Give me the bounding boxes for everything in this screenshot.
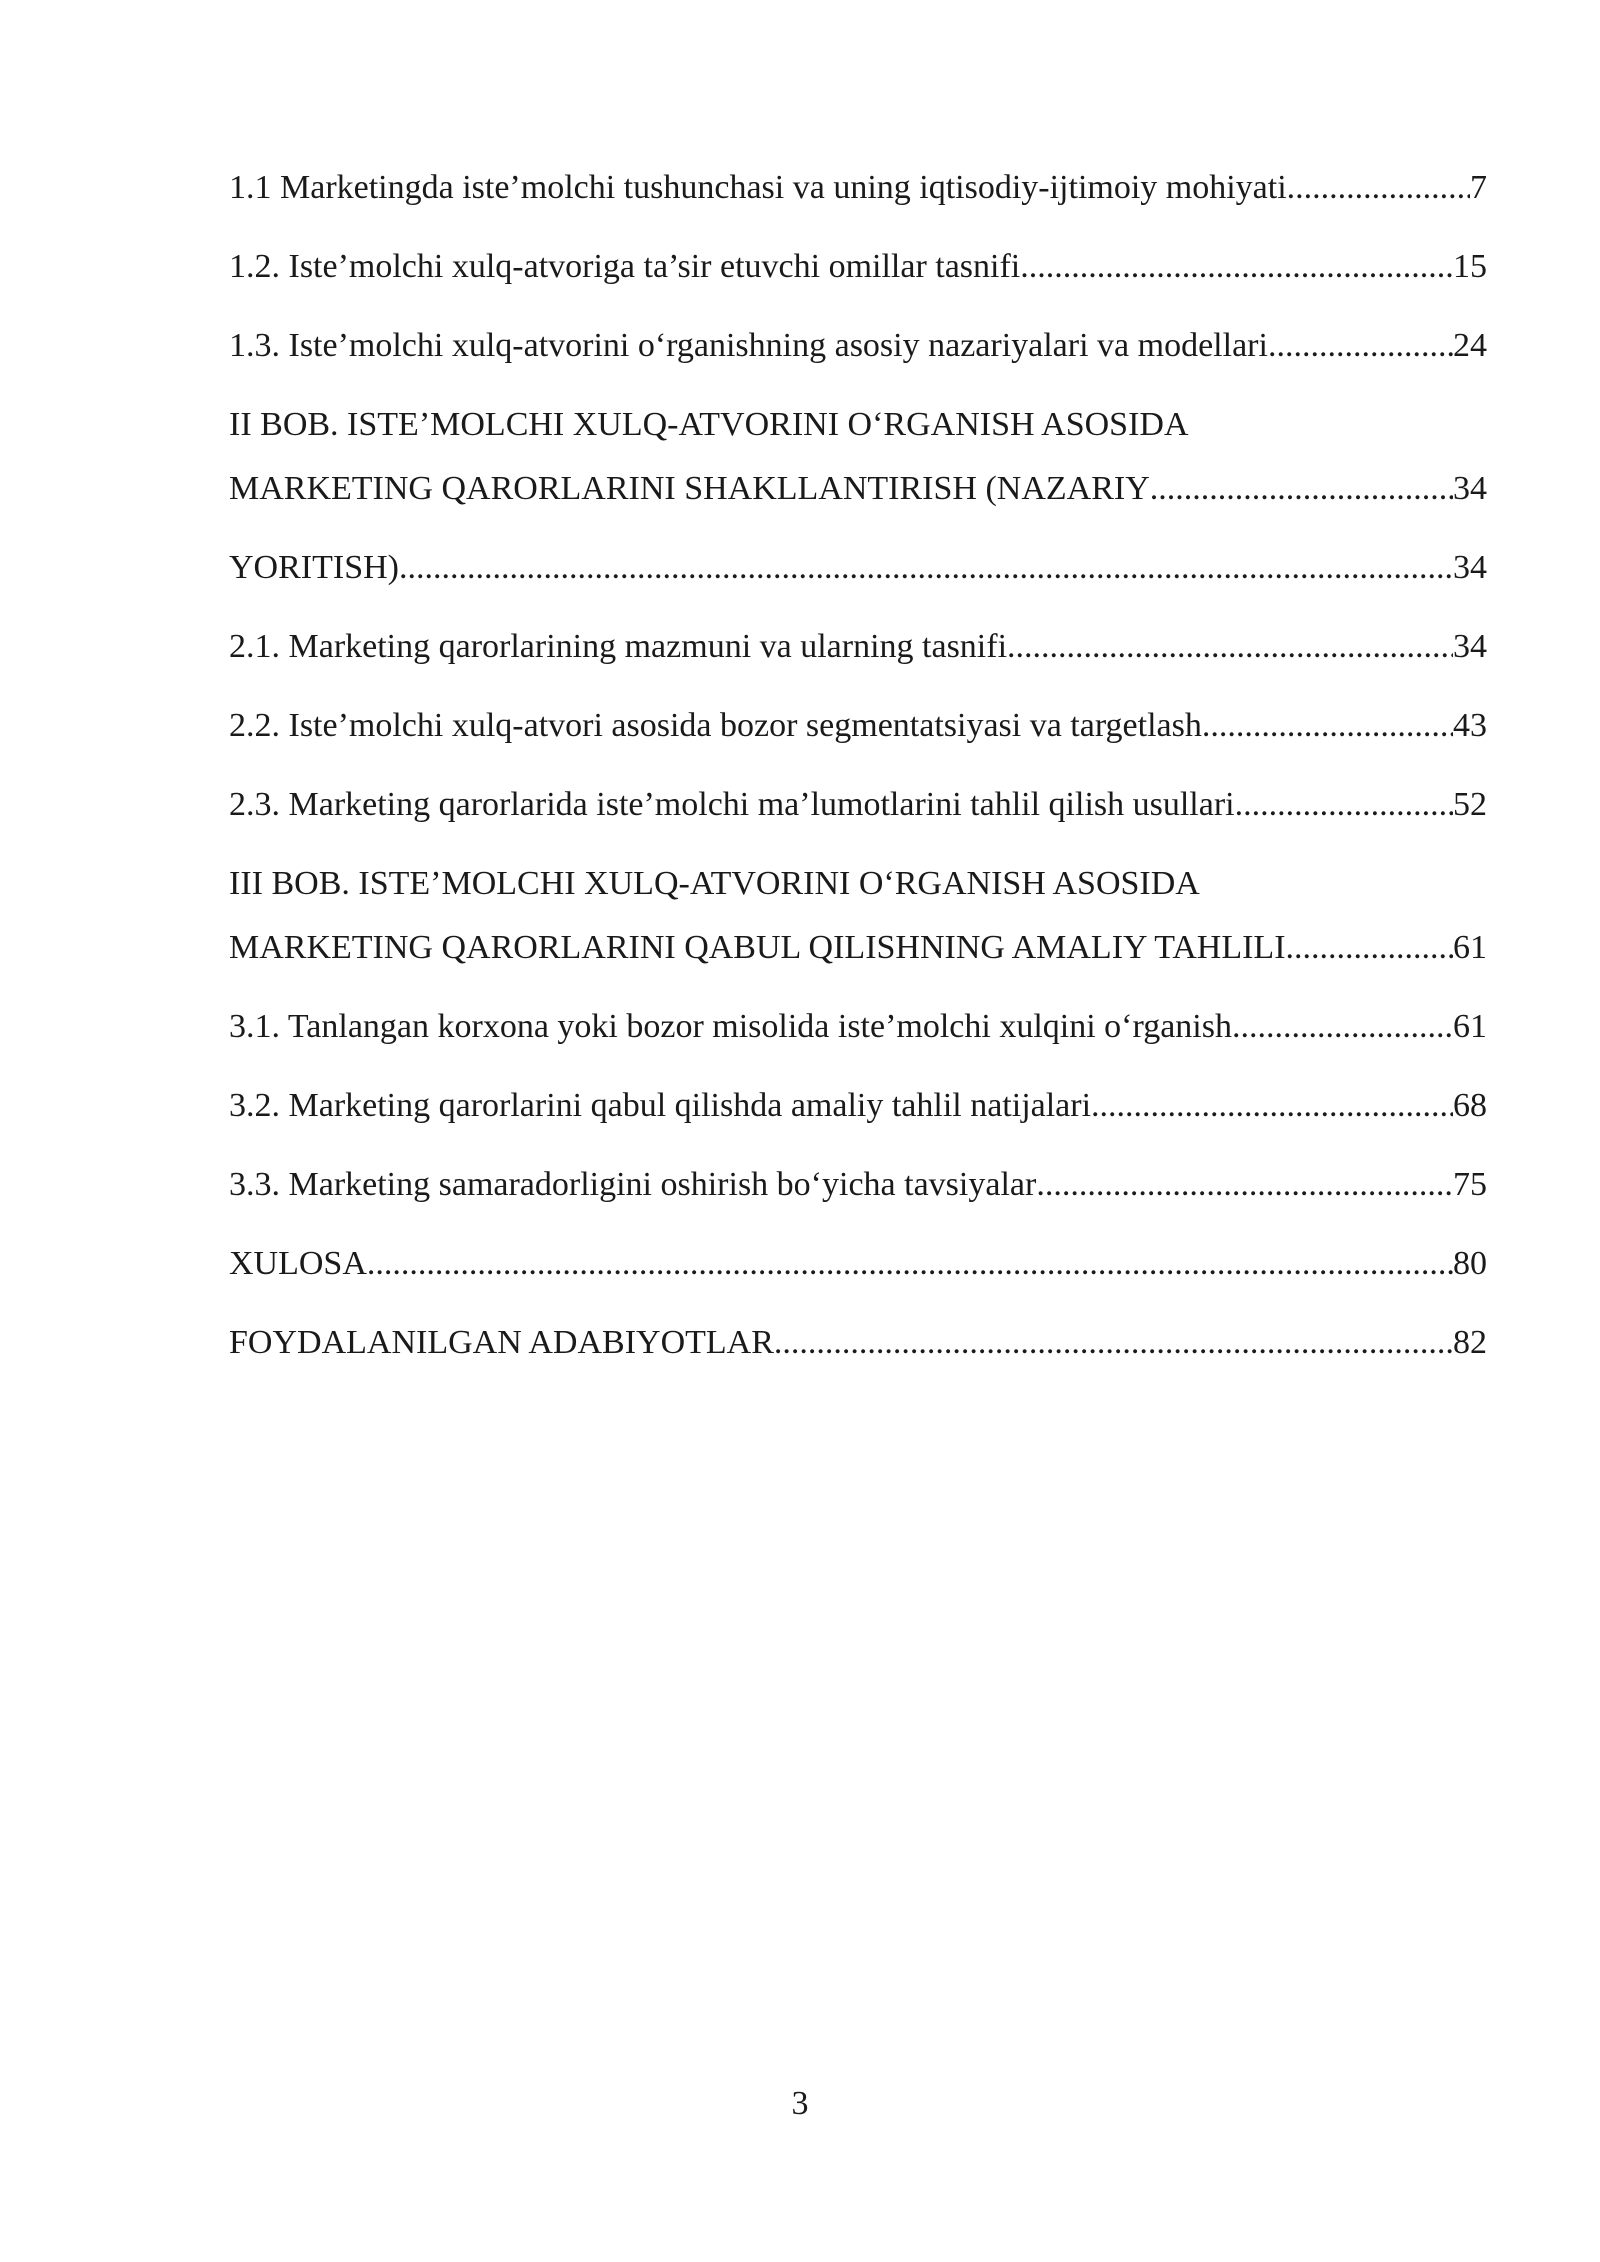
toc-entry-text: 2.3. Marketing qarorlarida iste’molchi ma’lumotlarini tahlil qilish usullari: [229, 786, 1235, 823]
toc-page-number: 7: [1470, 169, 1487, 206]
toc-entry-text: MARKETING QARORLARINI QABUL QILISHNING AMALIY TAHLILI: [229, 929, 1286, 966]
dot-leader: [1268, 306, 1453, 385]
toc-entry-text: 3.2. Marketing qarorlarini qabul qilishda amaliy tahlil natijalari: [229, 1087, 1092, 1124]
dot-leader: [399, 528, 1453, 607]
toc-entry-3-2: [229, 1066, 1487, 1145]
page-number: 3: [791, 2085, 809, 2122]
toc-entry-text: YORITISH): [229, 549, 399, 586]
toc-entry-text: 2.2. Iste’molchi xulq-atvori asosida bozor segmentatsiyasi va targetlash: [229, 707, 1202, 744]
toc-entry-3-1: [229, 987, 1487, 1066]
toc-entry-conclusion: [229, 1224, 1487, 1303]
toc-entry-references: [229, 1303, 1487, 1382]
toc-page-number: 82: [1453, 1324, 1487, 1361]
toc-chapter-2-heading-end: [229, 528, 1487, 607]
dot-leader: [1235, 765, 1453, 844]
toc-entry-text: 3.1. Tanlangan korxona yoki bozor misolida iste’molchi xulqini o‘rganish: [229, 1008, 1232, 1045]
toc-page-number: 80: [1453, 1245, 1487, 1282]
dot-leader: [774, 1303, 1453, 1382]
toc-page-number: 61: [1453, 929, 1487, 966]
toc-entry-text: 2.1. Marketing qarorlarining mazmuni va ularning tasnifi: [229, 628, 1008, 665]
toc-entry-text: 3.3. Marketing samaradorligini oshirish bo‘yicha tavsiyalar: [229, 1166, 1037, 1203]
toc-entry-text: XULOSA: [229, 1245, 367, 1282]
toc-entry-2-1: [229, 607, 1487, 686]
toc-page-number: 34: [1453, 549, 1487, 586]
toc-entry-text: FOYDALANILGAN ADABIYOTLAR: [229, 1324, 774, 1361]
toc-page-number: 15: [1453, 248, 1487, 285]
dot-leader: [1020, 227, 1453, 306]
toc-chapter-3-heading: [229, 844, 1487, 908]
toc-entry-1-2: [229, 227, 1487, 306]
toc-entry-1-3: [229, 306, 1487, 385]
dot-leader: [1287, 148, 1470, 227]
toc-chapter-2-heading-cont: [229, 449, 1487, 528]
dot-leader: [1202, 686, 1453, 765]
toc-chapter-3-heading-cont: [229, 908, 1487, 987]
toc-page-number: 24: [1453, 327, 1487, 364]
toc-entry-text: III BOB. ISTE’MOLCHI XULQ-ATVORINI O‘RGANISH ASOSIDA: [229, 865, 1200, 902]
toc-entry-1-1: [229, 148, 1487, 227]
dot-leader: [1036, 1145, 1453, 1224]
toc-page-number: 34: [1453, 470, 1487, 507]
dot-leader: [1007, 607, 1453, 686]
toc-chapter-2-heading: [229, 385, 1487, 449]
toc-entry-text: 1.3. Iste’molchi xulq-atvorini o‘rganishning asosiy nazariyalari va modellari: [229, 327, 1268, 364]
toc-entry-text: 1.2. Iste’molchi xulq-atvoriga ta’sir etuvchi omillar tasnifi: [229, 248, 1021, 285]
toc-page-number: 75: [1453, 1166, 1487, 1203]
toc-entry-text: 1.1 Marketingda iste’molchi tushunchasi va uning iqtisodiy-ijtimoiy mohiyati: [229, 169, 1287, 206]
toc-entry-text: II BOB. ISTE’MOLCHI XULQ-ATVORINI O‘RGANISH ASOSIDA: [229, 406, 1189, 443]
toc-page-number: 61: [1453, 1008, 1487, 1045]
toc-page-number: 43: [1453, 707, 1487, 744]
table-of-contents: [229, 148, 1487, 1382]
toc-page-number: 34: [1453, 628, 1487, 665]
toc-entry-text: MARKETING QARORLARINI SHAKLLANTIRISH (NAZARIY: [229, 470, 1150, 507]
dot-leader: [1286, 908, 1453, 987]
dot-leader: [1150, 449, 1453, 528]
toc-entry-2-2: [229, 686, 1487, 765]
dot-leader: [1232, 987, 1453, 1066]
toc-entry-2-3: [229, 765, 1487, 844]
dot-leader: [1091, 1066, 1453, 1145]
dot-leader: [367, 1224, 1453, 1303]
toc-entry-3-3: [229, 1145, 1487, 1224]
toc-page-number: 68: [1453, 1087, 1487, 1124]
toc-page-number: 52: [1453, 786, 1487, 823]
